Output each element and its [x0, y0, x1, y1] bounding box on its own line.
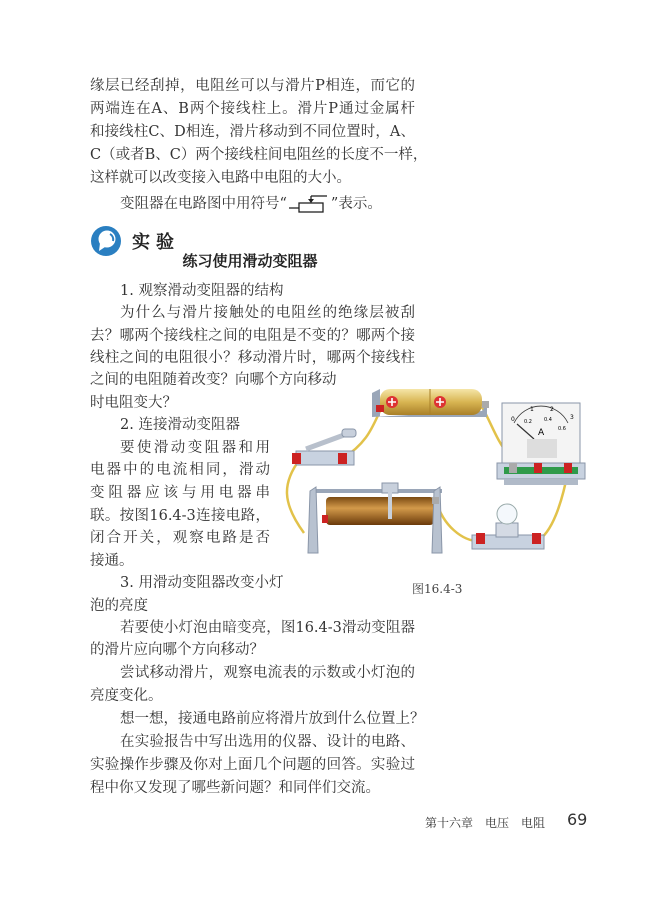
symbol-line-after: ”表示。 — [330, 196, 382, 212]
text-line: 尝试移动滑片，观察电流表的示数或小灯泡的 — [120, 665, 415, 681]
text-line: 的滑片应向哪个方向移动？ — [90, 642, 264, 658]
battery-pack — [372, 389, 489, 417]
meter-tick: 0 — [511, 416, 515, 423]
text-line: 程中你又发现了哪些新问题？和同伴们交流。 — [90, 780, 380, 796]
text-line: 在实验报告中写出选用的仪器、设计的电路、 — [120, 734, 415, 750]
text-line: 联。按图16.4-3连接电路， — [90, 508, 270, 524]
text-line: 之间的电阻随着改变？向哪个方向移动 — [90, 372, 337, 388]
chapter-footer: 第十六章 电压 电阻 — [425, 816, 546, 830]
figure-caption: 图16.4-3 — [412, 582, 463, 596]
step-title: 1. 观察滑动变阻器的结构 — [120, 283, 284, 299]
symbol-line-before: 变阻器在电路图中用符号“ — [120, 196, 287, 212]
text-line: 闭合开关，观察电路是否 — [90, 530, 270, 546]
text-line: 变阻器应该与用电器串 — [90, 485, 270, 501]
page-number: 69 — [567, 810, 588, 829]
symbol-line — [120, 193, 382, 213]
text-line: 若要使小灯泡由暗变亮，图16.4-3滑动变阻器 — [120, 620, 415, 636]
step-title: 泡的亮度 — [90, 598, 148, 614]
text-line: 去？哪两个接线柱之间的电阻是不变的？哪两个接 — [90, 328, 415, 344]
ammeter — [497, 403, 585, 485]
meter-tick: 1 — [530, 406, 534, 413]
text-line: 为什么与滑片接触处的电阻丝的绝缘层被刮 — [120, 305, 415, 321]
meter-unit: A — [538, 428, 545, 438]
experiment-subtitle: 练习使用滑动变阻器 — [182, 252, 318, 270]
meter-subtick: 0.2 — [524, 419, 532, 425]
experiment-label: 实验 — [132, 232, 180, 253]
text-line: 实验操作步骤及你对上面几个问题的回答。实验过 — [90, 757, 415, 773]
switch — [292, 429, 356, 465]
text-line: 和接线柱C、D相连，滑片移动到不同位置时，A、 — [90, 124, 415, 140]
text-line: 想一想，接通电路前应将滑片放到什么位置上？ — [120, 711, 425, 727]
text-line: 接通。 — [90, 553, 134, 569]
step-title: 3. 用滑动变阻器改变小灯 — [120, 575, 284, 591]
text-line: 两端连在A、B两个接线柱上。滑片P通过金属杆 — [90, 101, 415, 117]
text-line: 缘层已经刮掉，电阻丝可以与滑片P相连，而它的 — [90, 78, 415, 94]
step-title: 2. 连接滑动变阻器 — [120, 417, 240, 433]
rheostat-symbol-icon — [287, 193, 331, 213]
text-line: 时电阻变大？ — [90, 395, 177, 411]
text-line: 要使滑动变阻器和用 — [120, 440, 270, 456]
text-line: 线柱之间的电阻很小？移动滑片时，哪两个接线柱 — [90, 350, 415, 366]
circuit-figure — [282, 383, 587, 573]
text-line: 电器中的电流相同，滑动 — [90, 462, 270, 478]
text-line: C（或者B、C）两个接线柱间电阻丝的长度不一样， — [90, 147, 428, 163]
text-line: 亮度变化。 — [90, 688, 163, 704]
text-line: 这样就可以改变接入电路中电阻的大小。 — [90, 170, 351, 186]
sliding-rheostat — [308, 483, 442, 553]
meter-tick: 3 — [570, 414, 574, 421]
meter-subtick: 0.6 — [558, 426, 566, 432]
light-bulb — [472, 504, 544, 549]
meter-subtick: 0.4 — [544, 417, 552, 423]
meter-tick: 2 — [550, 406, 554, 413]
